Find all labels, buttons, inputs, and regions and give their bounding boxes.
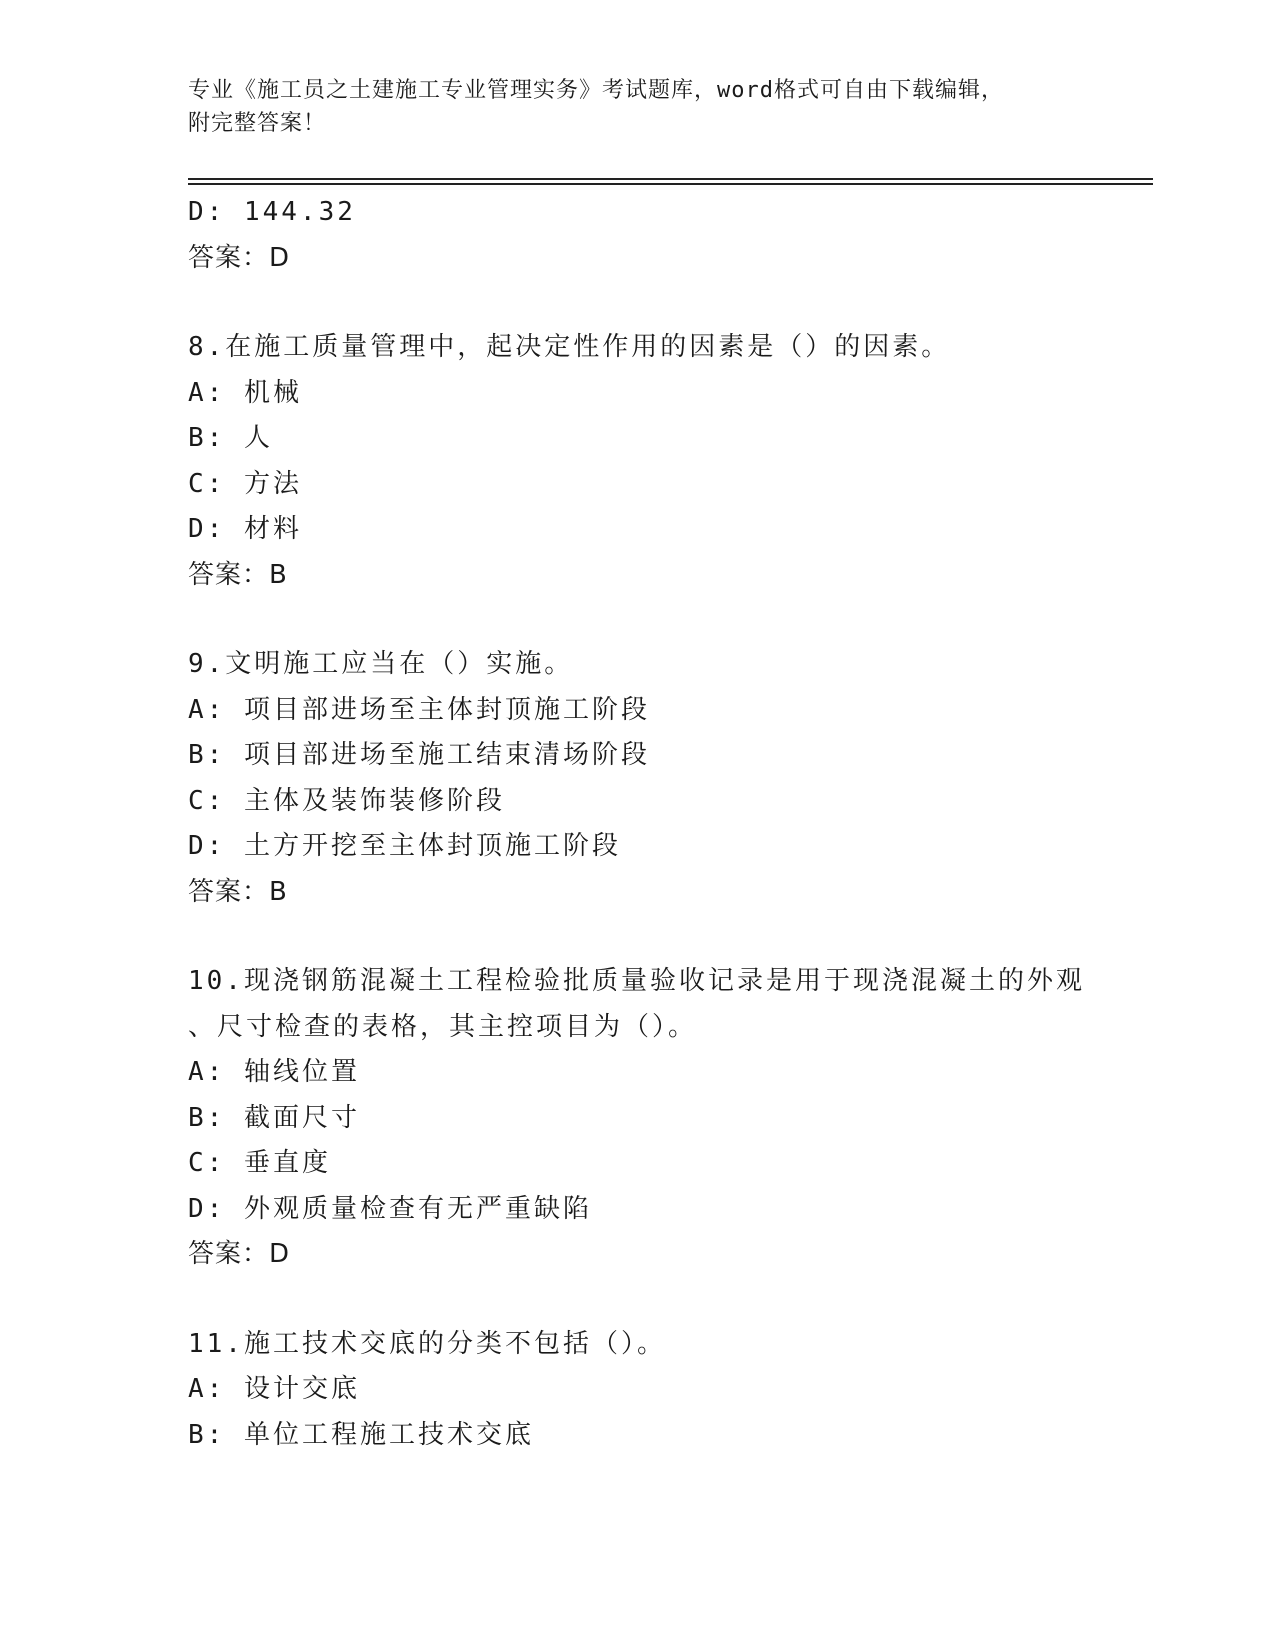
q11-option-b: B: 单位工程施工技术交底 <box>188 1419 534 1450</box>
header-line-1: 专业《施工员之土建施工专业管理实务》考试题库，word格式可自由下载编辑， <box>188 78 1004 103</box>
q10-option-d: D: 外观质量检查有无严重缺陷 <box>188 1193 592 1224</box>
spacer <box>188 281 1088 325</box>
spacer <box>188 1278 1088 1322</box>
spacer <box>188 915 1088 959</box>
question-8 <box>188 325 1088 598</box>
header-divider-top <box>188 178 1153 180</box>
q7-answer: 答案：D <box>188 242 291 273</box>
q9-option-a: A: 项目部进场至主体封顶施工阶段 <box>188 694 650 725</box>
q10-option-b: B: 截面尺寸 <box>188 1102 360 1133</box>
q11-option-a: A: 设计交底 <box>188 1374 360 1404</box>
q7-option-d: D: 144.32 <box>188 197 356 227</box>
q9-stem: 9.文明施工应当在（）实施。 <box>188 649 574 679</box>
q10-option-c: C: 垂直度 <box>188 1148 331 1178</box>
q9-answer: 答案：B <box>188 876 288 907</box>
q8-option-d: D: 材料 <box>188 514 302 544</box>
q10-option-a: A: 轴线位置 <box>188 1057 360 1087</box>
q8-option-a: A: 机械 <box>188 377 302 408</box>
question-list <box>188 190 1088 1458</box>
question-10 <box>188 959 1088 1278</box>
question-11 <box>188 1322 1088 1459</box>
question-9 <box>188 642 1088 915</box>
header-divider-bottom <box>188 183 1153 185</box>
question-7 <box>188 190 1088 281</box>
q9-option-c: C: 主体及装饰装修阶段 <box>188 785 505 816</box>
q9-option-b: B: 项目部进场至施工结束清场阶段 <box>188 740 650 770</box>
header-line-2: 附完整答案！ <box>188 111 327 136</box>
q8-answer: 答案：B <box>188 559 288 590</box>
document-header <box>188 74 1088 140</box>
q10-stem-line-2: 、尺寸检查的表格，其主控项目为（）。 <box>188 1011 698 1042</box>
q8-option-b: B: 人 <box>188 423 273 453</box>
q8-stem: 8.在施工质量管理中，起决定性作用的因素是（）的因素。 <box>188 332 951 362</box>
q10-stem-line-1: 10.现浇钢筋混凝土工程检验批质量验收记录是用于现浇混凝土的外观 <box>188 966 1085 996</box>
q11-stem: 11.施工技术交底的分类不包括（）。 <box>188 1328 666 1359</box>
q8-option-c: C: 方法 <box>188 468 302 499</box>
spacer <box>188 598 1088 642</box>
q10-answer: 答案：D <box>188 1239 291 1269</box>
q9-option-d: D: 土方开挖至主体封顶施工阶段 <box>188 831 621 861</box>
